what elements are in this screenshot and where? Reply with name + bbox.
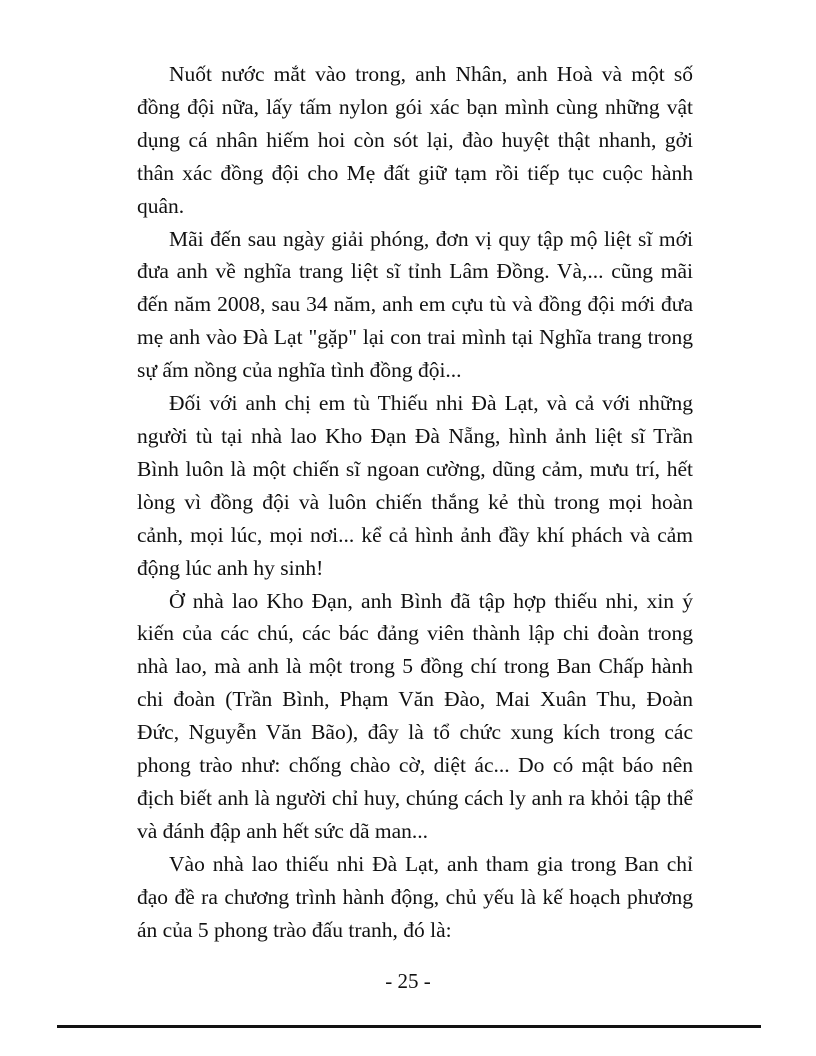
paragraph-4: Ở nhà lao Kho Đạn, anh Bình đã tập hợp thiếu nhi, xin ý kiến của các chú, các bác đảng viên thành lập chi đoàn trong nhà lao, mà anh là một trong 5 đồng chí trong Ban Chấp hành chi đoàn (Trần Bình, Phạm Văn Đào, Mai Xuân Thu, Đoàn Đức, Nguyễn Văn Bão), đây là tổ chức xung kích trong các phong trào như: chống chào cờ, diệt ác... Do có mật báo nên địch biết anh là người chỉ huy, chúng cách ly anh ra khỏi tập thể và đánh đập anh hết sức dã man... <box>137 588 693 843</box>
paragraph-2: Mãi đến sau ngày giải phóng, đơn vị quy tập mộ liệt sĩ mới đưa anh về nghĩa trang liệt sĩ tỉnh Lâm Đồng. Và,... cũng mãi đến năm 2008, sau 34 năm, anh em cựu tù và đồng đội mới đưa mẹ anh vào Đà Lạt "gặp" lại con trai mình tại Nghĩa trang trong sự ấm nồng của nghĩa tình đồng đội... <box>137 226 693 383</box>
page-number: - 25 - <box>385 969 431 993</box>
body-text <box>137 58 693 946</box>
paragraph-3: Đối với anh chị em tù Thiếu nhi Đà Lạt, và cả với những người tù tại nhà lao Kho Đạn Đà Nẵng, hình ảnh liệt sĩ Trần Bình luôn là một chiến sĩ ngoan cường, dũng cảm, mưu trí, hết lòng vì đồng đội và luôn chiến thắng kẻ thù trong mọi hoàn cảnh, mọi lúc, mọi nơi... kể cả hình ảnh đầy khí phách và cảm động lúc anh hy sinh! <box>137 391 693 580</box>
paragraph-1: Nuốt nước mắt vào trong, anh Nhân, anh Hoà và một số đồng đội nữa, lấy tấm nylon gói xác bạn mình cùng những vật dụng cá nhân hiếm hoi còn sót lại, đào huyệt thật nhanh, gởi thân xác đồng đội cho Mẹ đất giữ tạm rồi tiếp tục cuộc hành quân. <box>137 62 693 218</box>
bottom-rule <box>57 1025 761 1028</box>
paragraph-5: Vào nhà lao thiếu nhi Đà Lạt, anh tham gia trong Ban chỉ đạo đề ra chương trình hành động, chủ yếu là kế hoạch phương án của 5 phong trào đấu tranh, đó là: <box>137 851 693 942</box>
